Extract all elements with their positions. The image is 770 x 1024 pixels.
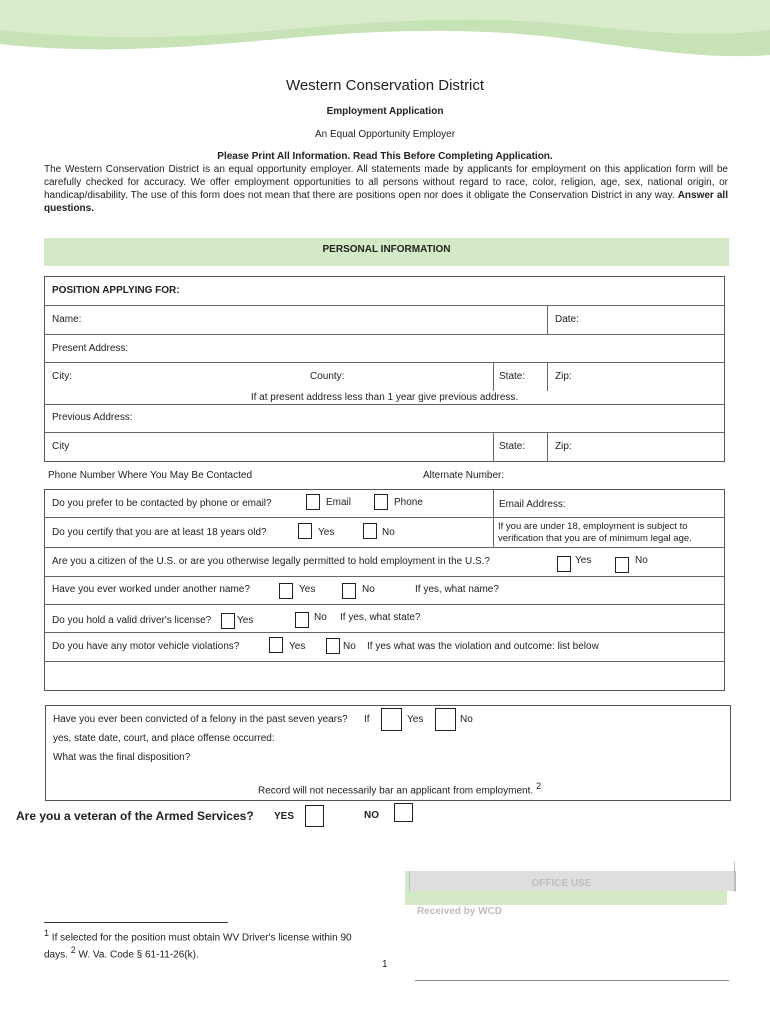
phone-option-label: Phone [394,497,423,508]
notice-bold: Answer all questions. [44,190,728,214]
age-question: Do you certify that you are at least 18 years old? [52,527,267,538]
footnote1-text: If selected for the position must obtain WV Driver's license within 90 days. [44,932,352,961]
footnote1-sup: 1 [44,928,50,938]
veteran-no-checkbox[interactable] [394,803,413,822]
citizen-question: Are you a citizen of the U.S. or are you otherwise legally permitted to hold employment in the U.S.? [52,556,490,567]
notice-paragraph [44,163,728,215]
eoe-text: An Equal Opportunity Employer [314,129,456,140]
zip2-label: Zip: [555,441,572,452]
office-use-title: OFFICE USE [531,878,592,889]
county-label: County: [310,371,345,382]
license-no-checkbox[interactable] [295,612,309,628]
age-yes-checkbox[interactable] [298,523,312,539]
page-number: 1 [382,959,388,970]
other-name-no-checkbox[interactable] [342,583,356,599]
notice-body: The Western Conservation District is an equal opportunity employer. All statements made by applicants for employment on this application form will be carefully checked for accuracy. We offer employment opportunities to all persons without regard to race, color, religion, age, sex, national origin, or handicap/disability. The use of this form does not mean that there are positions open nor does it obligate the Conservation District in any way. [44,164,728,201]
felony-question: Have you ever been convicted of a felony in the past seven years? [53,714,348,725]
personal-grid [44,276,725,462]
felony-disposition: What was the final disposition? [53,752,191,763]
date-label: Date: [555,314,579,325]
veteran-yes-checkbox[interactable] [305,805,324,827]
felony-yes-label: Yes [407,714,424,725]
violations-no-checkbox[interactable] [326,638,340,654]
license-yes-checkbox[interactable] [221,613,235,629]
violations-no-label: No [343,641,356,652]
veteran-yes-label: YES [274,811,295,822]
previous-address-note: If at present address less than 1 year give previous address. [250,392,519,403]
other-name-followup: If yes, what name? [415,584,499,595]
footnote2-text: W. Va. Code § 61-11-26(k). [78,949,199,961]
other-name-no-label: No [362,584,375,595]
footnotes [44,927,364,962]
license-question: Do you hold a valid driver's license? [52,615,212,626]
name-label: Name: [52,314,82,325]
zip-label: Zip: [555,371,572,382]
felony-yes-checkbox[interactable] [381,708,402,731]
felony-details: yes, state date, court, and place offense occurred: [53,733,275,744]
felony-if: If [364,714,370,725]
age-yes-label: Yes [318,527,335,538]
email-checkbox[interactable] [306,494,320,510]
other-name-question: Have you ever worked under another name? [52,584,250,595]
present-address-label: Present Address: [52,343,129,354]
position-label: POSITION APPLYING FOR: [52,285,180,296]
age-no-label: No [382,527,395,538]
violations-yes-checkbox[interactable] [269,637,283,653]
contact-pref-question: Do you prefer to be contacted by phone or email? [52,498,272,509]
alt-number-label: Alternate Number: [423,470,505,481]
state2-label: State: [499,441,526,452]
felony-no-checkbox[interactable] [435,708,456,731]
violations-followup: If yes what was the violation and outcome: list below [367,641,599,652]
phone-checkbox[interactable] [374,494,388,510]
state-label: State: [499,371,526,382]
footnote2-sup: 2 [70,945,76,956]
city2-label: City [52,441,70,452]
veteran-question: Are you a veteran of the Armed Services? [16,809,254,823]
citizen-no-checkbox[interactable] [615,557,629,573]
felony-no-label: No [460,714,473,725]
other-name-yes-checkbox[interactable] [279,583,293,599]
age-no-checkbox[interactable] [363,523,377,539]
section-header-personal: PERSONAL INFORMATION [44,238,729,266]
notice-title: Please Print All Information. Read This Before Completing Application. [217,151,553,162]
violations-question: Do you have any motor vehicle violations? [52,641,240,652]
under18-note: If you are under 18, employment is subject to verification that you are of minimum legal age. [498,521,692,544]
email-option-label: Email [326,497,352,508]
record-note [258,781,541,796]
license-no-label: No [314,612,327,623]
record-note-text: Record will not necessarily bar an applicant from employment. [258,785,534,797]
phone-label: Phone Number Where You May Be Contacted [48,470,253,481]
received-label: Received by WCD [417,906,503,917]
record-note-sup: 2 [536,781,542,791]
city-label: City: [52,371,72,382]
header-wave-graphic [0,0,770,70]
citizen-yes-label: Yes [575,555,592,566]
citizen-yes-checkbox[interactable] [557,556,571,572]
license-followup: If yes, what state? [340,612,421,623]
email-address-label: Email Address: [499,499,566,510]
previous-address-label: Previous Address: [52,412,133,423]
license-yes-label: Yes [237,615,254,626]
citizen-no-label: No [635,555,648,566]
other-name-yes-label: Yes [299,584,316,595]
veteran-no-label: NO [364,810,379,821]
violations-yes-label: Yes [289,641,306,652]
org-title: Western Conservation District [285,77,485,94]
form-title: Employment Application [326,106,444,117]
